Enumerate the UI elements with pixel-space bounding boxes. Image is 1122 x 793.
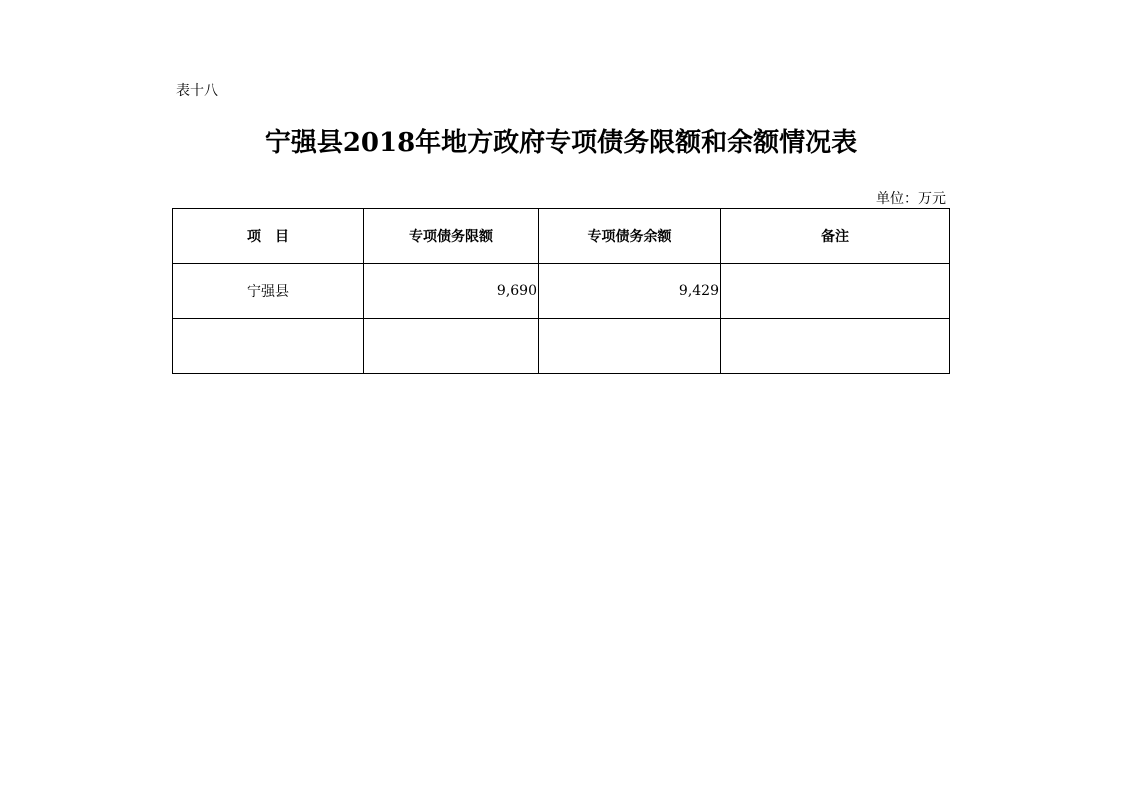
row-debt-balance: 9,429: [539, 264, 721, 319]
row-debt-limit: 9,690: [364, 264, 539, 319]
table-header-row: [173, 209, 950, 264]
column-header-item: 项 目: [173, 209, 364, 264]
row-debt-balance: [539, 319, 721, 374]
row-item-name: 宁强县: [173, 264, 364, 319]
row-item-name: [173, 319, 364, 374]
debt-table: [172, 208, 950, 374]
table-row: [173, 319, 950, 374]
row-debt-limit: [364, 319, 539, 374]
row-remarks: [721, 319, 950, 374]
table-row: [173, 264, 950, 319]
column-header-balance: 专项债务余额: [539, 209, 721, 264]
unit-label: 单位：万元: [876, 191, 946, 207]
table-number-label: 表十八: [176, 83, 218, 99]
document-title: 宁强县2018年地方政府专项债务限额和余额情况表: [264, 128, 858, 158]
row-remarks: [721, 264, 950, 319]
column-header-limit: 专项债务限额: [364, 209, 539, 264]
column-header-remarks: 备注: [721, 209, 950, 264]
